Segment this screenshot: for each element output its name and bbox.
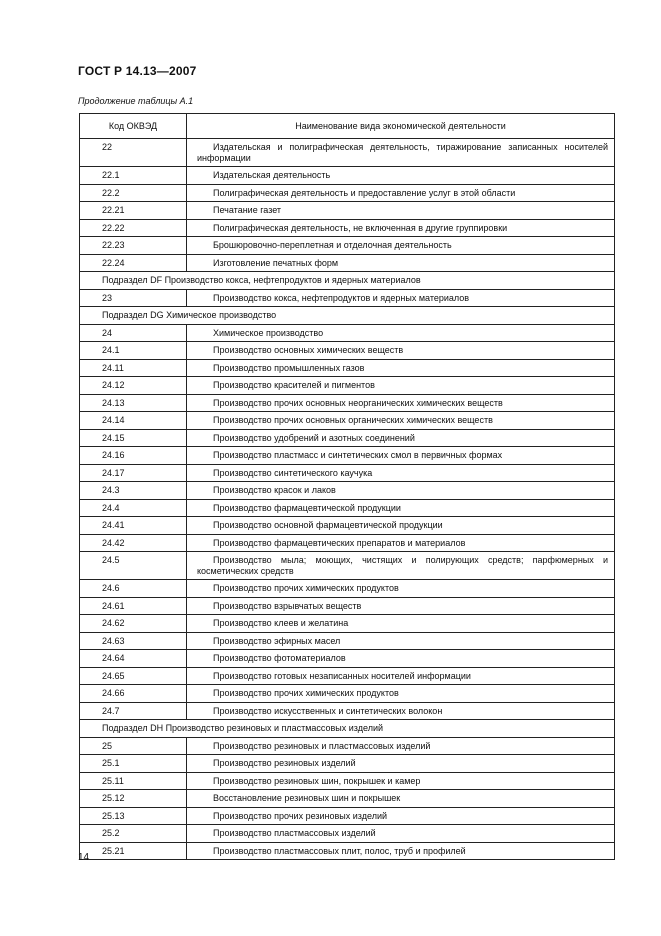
activity-name-cell: Производство прочих основных органических химических веществ bbox=[187, 412, 615, 430]
activity-name-cell: Производство удобрений и азотных соединений bbox=[187, 429, 615, 447]
table-row bbox=[80, 702, 615, 720]
okved-code-cell: 25.13 bbox=[80, 807, 187, 825]
okved-table bbox=[79, 113, 615, 860]
column-header-name: Наименование вида экономической деятельности bbox=[187, 114, 615, 139]
okved-code-cell: 25.1 bbox=[80, 755, 187, 773]
okved-code-cell: 24.3 bbox=[80, 482, 187, 500]
okved-code-cell: 25.11 bbox=[80, 772, 187, 790]
subsection-title: Подраздел DF Производство кокса, нефтепродуктов и ядерных материалов bbox=[80, 272, 615, 290]
activity-name-cell: Производство кокса, нефтепродуктов и ядерных материалов bbox=[187, 289, 615, 307]
table-row bbox=[80, 650, 615, 668]
table-row bbox=[80, 685, 615, 703]
table-row bbox=[80, 580, 615, 598]
table-caption: Продолжение таблицы А.1 bbox=[78, 96, 194, 106]
okved-code-cell: 24.7 bbox=[80, 702, 187, 720]
table-row bbox=[80, 790, 615, 808]
activity-name-cell: Производство готовых незаписанных носителей информации bbox=[187, 667, 615, 685]
table-row bbox=[80, 237, 615, 255]
okved-code-cell: 24.12 bbox=[80, 377, 187, 395]
table-row bbox=[80, 534, 615, 552]
activity-name-cell: Производство мыла; моющих, чистящих и полирующих средств; парфюмерных и косметических средств bbox=[187, 552, 615, 580]
okved-code-cell: 24.63 bbox=[80, 632, 187, 650]
okved-code-cell: 24.4 bbox=[80, 499, 187, 517]
table-row bbox=[80, 842, 615, 860]
activity-name-cell: Издательская и полиграфическая деятельность, тиражирование записанных носителей информации bbox=[187, 139, 615, 167]
table-header-row bbox=[80, 114, 615, 139]
activity-name-cell: Производство синтетического каучука bbox=[187, 464, 615, 482]
subsection-title: Подраздел DG Химическое производство bbox=[80, 307, 615, 325]
activity-name-cell: Производство красителей и пигментов bbox=[187, 377, 615, 395]
okved-code-cell: 23 bbox=[80, 289, 187, 307]
okved-code-cell: 24.15 bbox=[80, 429, 187, 447]
okved-code-cell: 22.22 bbox=[80, 219, 187, 237]
okved-code-cell: 24.65 bbox=[80, 667, 187, 685]
okved-code-cell: 22 bbox=[80, 139, 187, 167]
table-row bbox=[80, 807, 615, 825]
okved-code-cell: 24.5 bbox=[80, 552, 187, 580]
activity-name-cell: Производство основных химических веществ bbox=[187, 342, 615, 360]
activity-name-cell: Производство резиновых шин, покрышек и камер bbox=[187, 772, 615, 790]
table-row bbox=[80, 289, 615, 307]
table-row bbox=[80, 184, 615, 202]
okved-code-cell: 22.1 bbox=[80, 167, 187, 185]
okved-code-cell: 24.66 bbox=[80, 685, 187, 703]
okved-code-cell: 24.1 bbox=[80, 342, 187, 360]
activity-name-cell: Производство эфирных масел bbox=[187, 632, 615, 650]
activity-name-cell: Производство искусственных и синтетических волокон bbox=[187, 702, 615, 720]
activity-name-cell: Изготовление печатных форм bbox=[187, 254, 615, 272]
table-row bbox=[80, 254, 615, 272]
table-row bbox=[80, 464, 615, 482]
document-title: ГОСТ Р 14.13—2007 bbox=[78, 64, 197, 78]
okved-code-cell: 24.64 bbox=[80, 650, 187, 668]
activity-name-cell: Химическое производство bbox=[187, 324, 615, 342]
subsection-row bbox=[80, 720, 615, 738]
table-row bbox=[80, 597, 615, 615]
table-row bbox=[80, 755, 615, 773]
okved-code-cell: 24.6 bbox=[80, 580, 187, 598]
okved-code-cell: 22.24 bbox=[80, 254, 187, 272]
table-row bbox=[80, 772, 615, 790]
okved-code-cell: 25 bbox=[80, 737, 187, 755]
subsection-row bbox=[80, 272, 615, 290]
table-row bbox=[80, 377, 615, 395]
okved-code-cell: 24 bbox=[80, 324, 187, 342]
okved-code-cell: 22.2 bbox=[80, 184, 187, 202]
table-row bbox=[80, 219, 615, 237]
table-row bbox=[80, 202, 615, 220]
activity-name-cell: Печатание газет bbox=[187, 202, 615, 220]
activity-name-cell: Производство прочих резиновых изделий bbox=[187, 807, 615, 825]
activity-name-cell: Производство пластмасс и синтетических смол в первичных формах bbox=[187, 447, 615, 465]
activity-name-cell: Производство основной фармацевтической продукции bbox=[187, 517, 615, 535]
table-row bbox=[80, 394, 615, 412]
table-row bbox=[80, 482, 615, 500]
okved-code-cell: 22.23 bbox=[80, 237, 187, 255]
okved-code-cell: 22.21 bbox=[80, 202, 187, 220]
okved-code-cell: 24.61 bbox=[80, 597, 187, 615]
activity-name-cell: Производство пластмассовых изделий bbox=[187, 825, 615, 843]
table-row bbox=[80, 167, 615, 185]
table-row bbox=[80, 342, 615, 360]
activity-name-cell: Производство фармацевтической продукции bbox=[187, 499, 615, 517]
okved-code-cell: 25.21 bbox=[80, 842, 187, 860]
table-row bbox=[80, 447, 615, 465]
table-row bbox=[80, 429, 615, 447]
activity-name-cell: Производство прочих химических продуктов bbox=[187, 580, 615, 598]
activity-name-cell: Полиграфическая деятельность и предоставление услуг в этой области bbox=[187, 184, 615, 202]
okved-code-cell: 24.11 bbox=[80, 359, 187, 377]
activity-name-cell: Производство взрывчатых веществ bbox=[187, 597, 615, 615]
activity-name-cell: Производство резиновых изделий bbox=[187, 755, 615, 773]
okved-code-cell: 24.41 bbox=[80, 517, 187, 535]
activity-name-cell: Издательская деятельность bbox=[187, 167, 615, 185]
table-row bbox=[80, 825, 615, 843]
okved-code-cell: 24.42 bbox=[80, 534, 187, 552]
table-row bbox=[80, 359, 615, 377]
column-header-code: Код ОКВЭД bbox=[80, 114, 187, 139]
subsection-title: Подраздел DH Производство резиновых и пластмассовых изделий bbox=[80, 720, 615, 738]
table-row bbox=[80, 324, 615, 342]
okved-code-cell: 24.16 bbox=[80, 447, 187, 465]
activity-name-cell: Производство резиновых и пластмассовых изделий bbox=[187, 737, 615, 755]
table-row bbox=[80, 737, 615, 755]
table-row bbox=[80, 632, 615, 650]
okved-code-cell: 24.17 bbox=[80, 464, 187, 482]
activity-name-cell: Производство фармацевтических препаратов и материалов bbox=[187, 534, 615, 552]
table-row bbox=[80, 667, 615, 685]
activity-name-cell: Брошюровочно-переплетная и отделочная деятельность bbox=[187, 237, 615, 255]
table-row bbox=[80, 552, 615, 580]
table-row bbox=[80, 139, 615, 167]
okved-code-cell: 24.13 bbox=[80, 394, 187, 412]
table-row bbox=[80, 615, 615, 633]
table-row bbox=[80, 499, 615, 517]
activity-name-cell: Производство промышленных газов bbox=[187, 359, 615, 377]
table-row bbox=[80, 412, 615, 430]
okved-code-cell: 25.2 bbox=[80, 825, 187, 843]
activity-name-cell: Производство пластмассовых плит, полос, труб и профилей bbox=[187, 842, 615, 860]
activity-name-cell: Производство красок и лаков bbox=[187, 482, 615, 500]
activity-name-cell: Производство прочих химических продуктов bbox=[187, 685, 615, 703]
subsection-row bbox=[80, 307, 615, 325]
activity-name-cell: Восстановление резиновых шин и покрышек bbox=[187, 790, 615, 808]
table-body bbox=[80, 139, 615, 860]
activity-name-cell: Полиграфическая деятельность, не включенная в другие группировки bbox=[187, 219, 615, 237]
okved-code-cell: 24.62 bbox=[80, 615, 187, 633]
page-number: 14 bbox=[78, 852, 90, 863]
table-row bbox=[80, 517, 615, 535]
activity-name-cell: Производство прочих основных неорганических химических веществ bbox=[187, 394, 615, 412]
activity-name-cell: Производство клеев и желатина bbox=[187, 615, 615, 633]
activity-name-cell: Производство фотоматериалов bbox=[187, 650, 615, 668]
okved-code-cell: 24.14 bbox=[80, 412, 187, 430]
okved-code-cell: 25.12 bbox=[80, 790, 187, 808]
